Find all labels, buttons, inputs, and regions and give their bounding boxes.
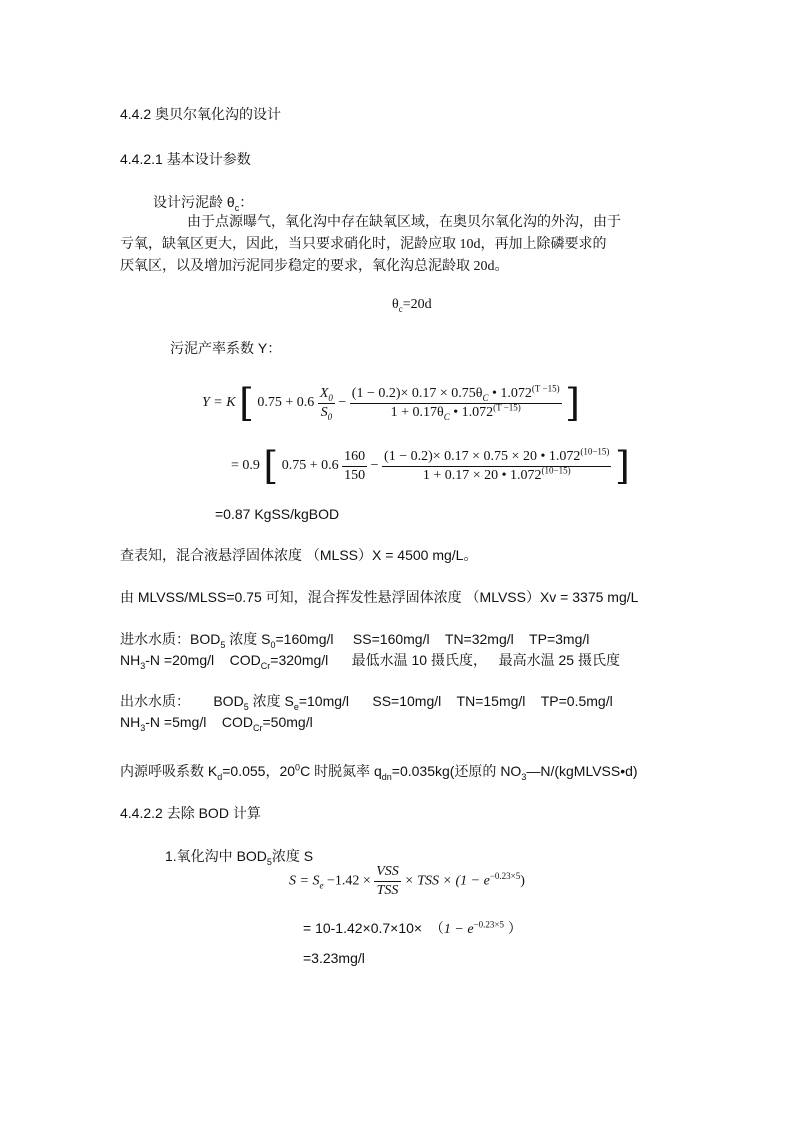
kd-text: 内源呼吸系数 $K_d=0.055$，$20^0C$ 时脱氮率 $q_{dn}=0.035kg$(还原的 $NO_3—N/(kgMLVSS•d)$	[120, 762, 638, 782]
sludge-age-paragraph-line-1: 由于点源曝气，氧化沟中存在缺氧区域，在奥贝尔氧化沟的外沟，由于	[187, 215, 621, 230]
bod-substitution: = $10-1.42\times 0.7\times 10\times (1 - e^{-0.23\times 5}$ ）	[303, 919, 522, 937]
effluent-line-2: $NH_3-N =5mg/l$ $COD_{Cr}=50mg/l$	[120, 714, 313, 733]
yield-formula-substituted: = 0.9 [ 0.75 + 0.6 $\frac{160}{150}$ − $\frac{(1 - 0.2)\times 0.17 \times 0.75 \times 20 • 1.072^{(10-15)}}{1 + 0.17 \times 20 • 1.072^{(10-15)}}$ ]	[231, 444, 630, 488]
sludge-age-label: 设计污泥龄 $\theta_c$：	[153, 194, 254, 213]
sludge-age-paragraph-line-3: 厌氧区，以及增加污泥同步稳定的要求，氧化沟总泥龄取 20d。	[120, 259, 509, 274]
yield-result: =0.87 KgSS/kgBOD	[215, 506, 340, 522]
bod-label: 1.氧化沟中 $BOD_5$浓度 S	[165, 848, 314, 867]
sludge-age-equation: $\theta_c=20d$	[392, 297, 432, 314]
mlvss-text: 由 MLVSS/MLSS=0.75 可知，混合挥发性悬浮固体浓度 （MLVSS）Xv = 3375 mg/L	[120, 589, 639, 605]
sludge-age-paragraph-line-2: 亏氧，缺氧区更大，因此，当只要求硝化时，泥龄应取 10d，再加上除磷要求的	[120, 237, 607, 252]
yield-formula-general: Y = K [ 0.75 + 0.6 $\frac{X_0}{S_0}$ − $\frac{(1 - 0.2)\times 0.17 \times 0.75\theta_C • 1.072^{(T -15)}}{1 + 0.17\theta_C • 1.072^{(T -15)}}$ ]	[202, 381, 580, 425]
yield-label: 污泥产率系数 Y：	[170, 340, 282, 356]
effluent-line-1: 出水水质： $BOD_5$ 浓度 $S_e=10mg/l$ SS=10mg/l TN=15mg/l TP=0.5mg/l	[120, 693, 613, 712]
mlss-text: 查表知，混合液悬浮固体浓度 （MLSS）X = 4500 mg/L。	[120, 547, 478, 563]
section-heading-4-4-2-2: 4.4.2.2 去除 BOD 计算	[120, 805, 261, 821]
influent-line-1: 进水水质：$BOD_5$ 浓度 $S_0=160mg/l$ SS=160mg/l TN=32mg/l TP=3mg/l	[120, 631, 590, 650]
section-heading-4-4-2: 4.4.2 奥贝尔氧化沟的设计	[120, 106, 282, 122]
section-heading-4-4-2-1: 4.4.2.1 基本设计参数	[120, 151, 251, 167]
influent-line-2: $NH_3-N =20mg/l$ $COD_{Cr}=320mg/l$ 最低水温 10 摄氏度， 最高水温 25 摄氏度	[120, 652, 620, 671]
bod-result: =3.23mg/l	[303, 950, 365, 966]
bod-formula: $S = S_e -1.42$ × $\frac{\text{VSS}}{\text{TSS}}$ × TSS × $(1 - e^{-0.23\times 5})$	[289, 864, 525, 898]
